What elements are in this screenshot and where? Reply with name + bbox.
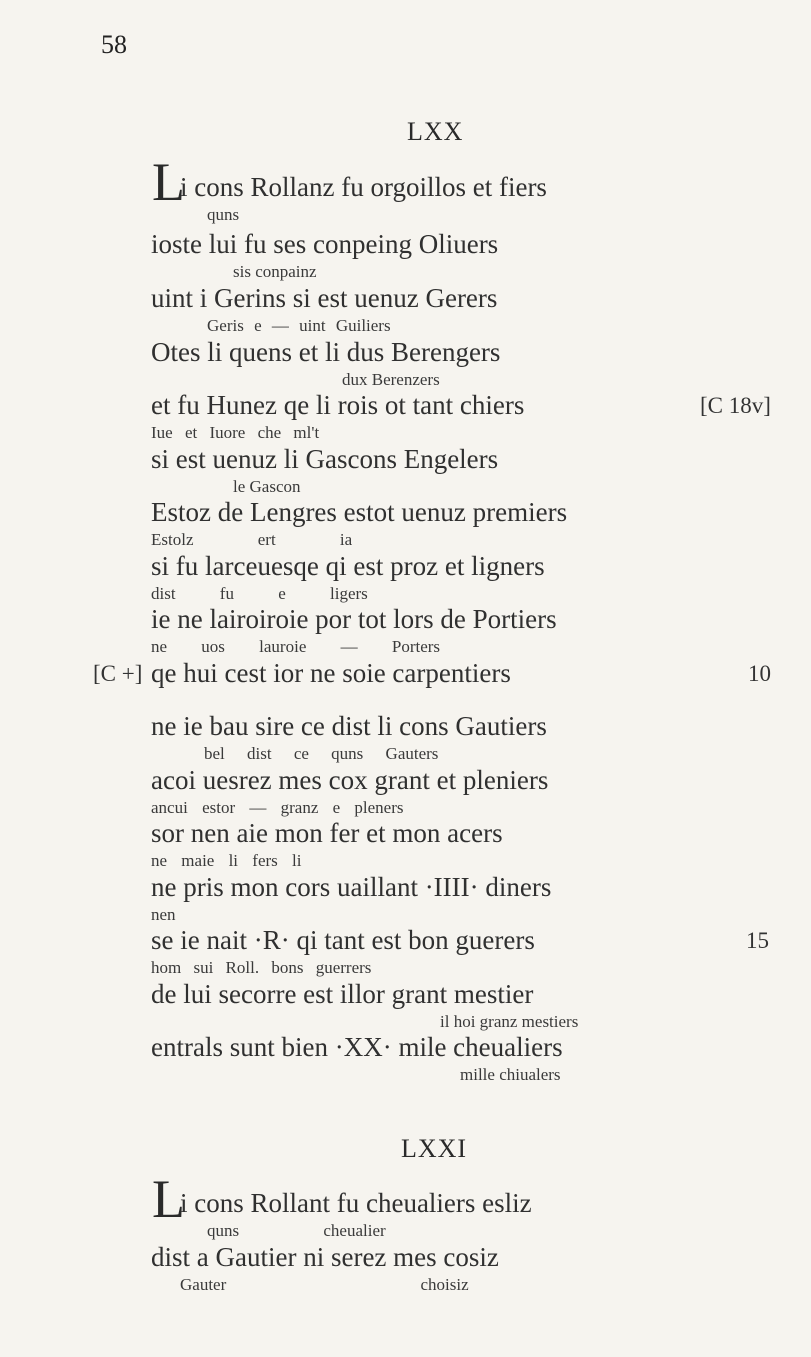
verse-line: i cons Rollanz fu orgoillos et fiers: [180, 172, 547, 202]
verse-line: sor nen aie mon fer et mon acers: [151, 818, 503, 848]
variant-line: Geris e — uint Guiliers: [207, 316, 391, 335]
variant-line: le Gascon: [233, 477, 301, 496]
verse-line: ioste lui fu ses conpeing Oliuers: [151, 229, 499, 259]
variant-line: ancui estor — granz e pleners: [151, 798, 404, 817]
variant-line: dist fu e ligers: [151, 584, 368, 603]
verse-line: se ie nait ·R· qi tant est bon guerers: [151, 925, 535, 955]
variant-line: dux Berenzers: [342, 370, 440, 389]
variant-line: Estolz ert ia: [151, 530, 353, 549]
variant-line: ne uos lauroie — Porters: [151, 637, 441, 656]
verse-line: acoi uesrez mes cox grant et pleniers: [151, 765, 549, 795]
variant-line: sis conpainz: [233, 262, 317, 281]
page-number: 58: [101, 30, 127, 59]
variant-line: nen: [151, 905, 176, 924]
verse-line: de lui secorre est illor grant mestier: [151, 979, 534, 1009]
verse-line: et fu Hunez qe li rois ot tant chiers: [151, 390, 525, 420]
variant-line: Iue et Iuore che ml't: [151, 423, 320, 442]
dropcap: L: [152, 1169, 185, 1229]
variant-line: bel dist ce quns Gauters: [204, 744, 439, 763]
variant-line: Gauter choisiz: [180, 1275, 469, 1294]
verse-line: Estoz de Lengres estot uenuz premiers: [151, 497, 568, 527]
variant-line: quns cheualier: [207, 1221, 386, 1240]
variant-line: il hoi granz mestiers: [440, 1012, 579, 1031]
verse-line: ie ne lairoiroie por tot lors de Portiers: [151, 604, 557, 634]
margin-note: [C 18v]: [700, 393, 771, 418]
variant-line: hom sui Roll. bons guerrers: [151, 958, 372, 977]
verse-line: ne ie bau sire ce dist li cons Gautiers: [151, 711, 547, 741]
verse-line: entrals sunt bien ·XX· mile cheualiers: [151, 1032, 563, 1062]
line-number: 15: [746, 928, 769, 953]
variant-line: quns: [207, 205, 240, 224]
variant-line: mille chiualers: [460, 1065, 561, 1084]
verse-line: dist a Gautier ni serez mes cosiz: [151, 1242, 499, 1272]
section-heading: LXX: [407, 117, 464, 146]
verse-line: si fu larceuesqe qi est proz et ligners: [151, 551, 545, 581]
verse-line: uint i Gerins si est uenuz Gerers: [151, 283, 498, 313]
line-number: 10: [748, 661, 771, 686]
margin-note: [C +]: [93, 661, 143, 686]
verse-line: si est uenuz li Gascons Engelers: [151, 444, 499, 474]
verse-line: i cons Rollant fu cheualiers esliz: [180, 1188, 532, 1218]
verse-line: Otes li quens et li dus Berengers: [151, 337, 501, 367]
dropcap: L: [152, 152, 185, 212]
verse-line: ne pris mon cors uaillant ·IIII· diners: [151, 872, 552, 902]
variant-line: ne maie li fers li: [151, 851, 302, 870]
verse-line: qe hui cest ior ne soie carpentiers: [151, 658, 511, 688]
section-heading: LXXI: [401, 1134, 468, 1163]
